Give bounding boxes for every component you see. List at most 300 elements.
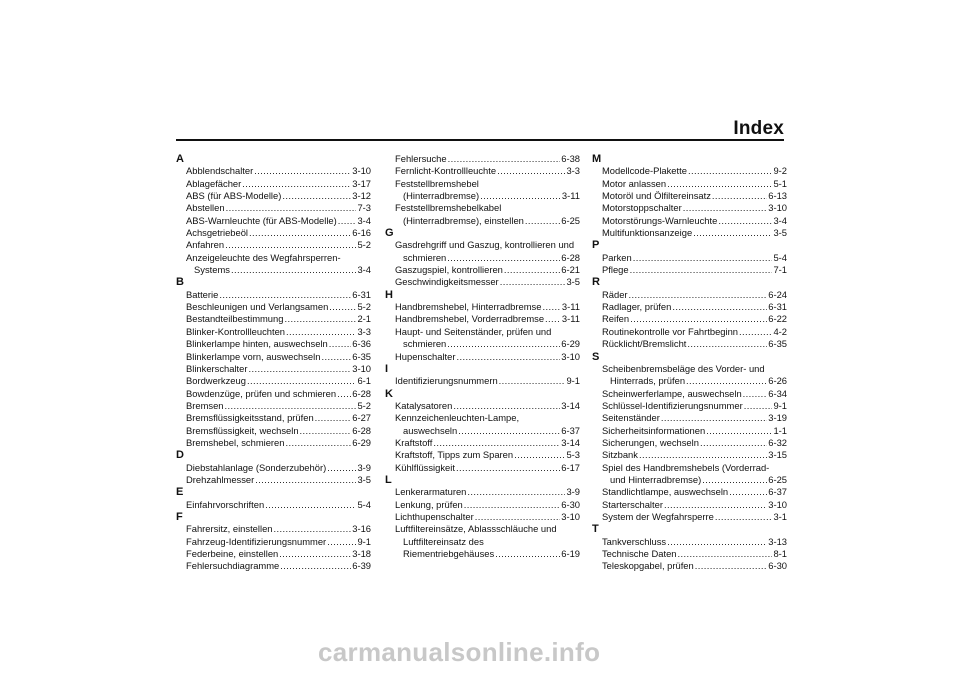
entry-text-continued: (Hinterradbremse), einstellen	[403, 214, 524, 226]
entry-text-continued: schmieren	[403, 338, 447, 350]
dot-leader	[504, 264, 560, 276]
page-ref[interactable]: 3-14	[561, 399, 580, 411]
entry-row	[186, 363, 371, 375]
entry-text: Seitenständer	[602, 412, 660, 424]
page-ref[interactable]: 3-5	[566, 276, 580, 288]
page-ref[interactable]: 6-13	[768, 190, 787, 202]
dot-leader	[706, 425, 772, 437]
dot-leader	[453, 400, 560, 412]
entry-text: Modellcode-Plakette	[602, 165, 687, 177]
entry-row	[602, 412, 787, 424]
entry-row	[186, 437, 371, 449]
dot-leader	[667, 178, 772, 190]
entry-text: Anzeigeleuchte des Wegfahrsperren-	[186, 251, 341, 263]
entry-text: Routinekontrolle vor Fahrtbeginn	[602, 325, 739, 337]
dot-leader	[327, 536, 356, 548]
dot-leader	[700, 437, 767, 449]
page-ref[interactable]: 3-1	[773, 510, 787, 522]
dot-leader	[274, 523, 352, 535]
entry-row	[186, 375, 371, 387]
entry-text: Scheibenbremsbeläge des Vorder- und	[602, 362, 765, 374]
entry-row	[602, 388, 787, 400]
page-ref[interactable]: 3-9	[566, 486, 580, 498]
index-entry	[592, 560, 787, 572]
entry-row	[395, 425, 580, 437]
entry-row	[395, 190, 580, 202]
entry-row	[602, 375, 787, 387]
entry-row	[395, 301, 580, 313]
page-ref[interactable]: 3-10	[352, 362, 371, 374]
page-ref[interactable]: 6-39	[352, 560, 371, 572]
entry-row	[395, 338, 580, 350]
dot-leader	[248, 363, 351, 375]
entry-row	[395, 486, 580, 498]
index-entry	[385, 400, 580, 412]
index-entry	[592, 400, 787, 412]
dot-leader	[542, 301, 560, 313]
entry-row	[186, 523, 371, 535]
dot-leader	[225, 400, 357, 412]
entry-text: Motoröl und Ölfiltereinsatz	[602, 190, 711, 202]
entry-row	[186, 388, 371, 400]
dot-leader	[715, 511, 773, 523]
entry-text-continued: Hinterrads, prüfen	[610, 375, 686, 387]
index-entry	[592, 338, 787, 350]
page-ref[interactable]: 6-36	[352, 338, 371, 350]
index-entry	[592, 536, 787, 548]
page-ref[interactable]: 6-1	[357, 375, 371, 387]
page-ref[interactable]: 7-3	[357, 202, 371, 214]
dot-leader	[242, 178, 351, 190]
index-entry	[176, 363, 371, 375]
entry-row	[186, 301, 371, 313]
page-ref[interactable]: 2-1	[357, 313, 371, 325]
index-entry	[385, 239, 580, 264]
page-ref[interactable]: 3-11	[561, 301, 580, 313]
page-ref[interactable]: 3-5	[773, 227, 787, 239]
entry-text: Fahrzeug-Identifizierungsnummer	[186, 535, 327, 547]
page-ref[interactable]: 6-31	[352, 288, 371, 300]
page-ref[interactable]: 3-4	[357, 214, 371, 226]
entry-row	[602, 338, 787, 350]
entry-text-continued: schmieren	[403, 251, 447, 263]
page-ref[interactable]: 6-28	[352, 387, 371, 399]
page-ref[interactable]: 6-31	[768, 301, 787, 313]
page-ref[interactable]: 3-3	[357, 325, 371, 337]
page-ref[interactable]: 6-21	[561, 264, 580, 276]
index-entry	[592, 165, 787, 177]
entry-text: Bremsflüssigkeitsstand, prüfen	[186, 412, 314, 424]
entry-text: Handbremshebel, Hinterradbremse	[395, 301, 542, 313]
entry-row	[602, 560, 787, 572]
entry-text: Abblendschalter	[186, 165, 254, 177]
entry-row	[186, 178, 371, 190]
index-entry	[592, 252, 787, 264]
index-entry	[385, 313, 580, 325]
dot-leader	[667, 536, 767, 548]
entry-text: Scheinwerferlampe, auswechseln	[602, 387, 742, 399]
entry-text: System der Wegfahrsperre	[602, 510, 714, 522]
page-ref[interactable]: 5-4	[773, 251, 787, 263]
entry-text-continued: (Hinterradbremse)	[403, 190, 480, 202]
page-ref[interactable]: 3-18	[352, 548, 371, 559]
entry-text: Feststellbremshebelkabel	[395, 202, 502, 214]
entry-row	[602, 511, 787, 523]
dot-leader	[286, 326, 356, 338]
page-ref[interactable]: 6-29	[352, 436, 371, 448]
page-ref[interactable]: 6-28	[352, 424, 371, 436]
dot-leader	[729, 486, 767, 498]
entry-text: Bremsflüssigkeit, wechseln	[186, 424, 299, 436]
entry-row	[602, 178, 787, 190]
page-ref[interactable]: 1-1	[773, 424, 787, 436]
dot-leader	[672, 301, 767, 313]
page-ref[interactable]: 9-1	[357, 535, 371, 547]
page-ref[interactable]: 6-25	[561, 214, 580, 226]
index-entry	[592, 412, 787, 424]
section-letter: P	[592, 239, 600, 252]
entry-text: Lichthupenschalter	[395, 510, 474, 522]
page-ref[interactable]: 3-14	[561, 436, 580, 448]
page-ref[interactable]: 6-34	[768, 387, 787, 399]
entry-row	[395, 165, 580, 177]
dot-leader	[739, 326, 772, 338]
page-ref[interactable]: 6-37	[561, 424, 580, 436]
section-letter: A	[176, 153, 184, 165]
entry-text: Hupenschalter	[395, 350, 456, 362]
section-letter: H	[385, 288, 393, 301]
index-entry	[592, 326, 787, 338]
page-ref[interactable]: 3-10	[561, 350, 580, 362]
entry-row	[186, 400, 371, 412]
entry-text: Fehlersuche	[395, 153, 447, 164]
dot-leader	[321, 351, 351, 363]
entry-row	[602, 190, 787, 202]
entry-row	[602, 301, 787, 313]
entry-text: Bremsen	[186, 399, 224, 411]
page-ref[interactable]: 5-2	[357, 399, 371, 411]
entry-text: Teleskopgabel, prüfen	[602, 560, 694, 572]
section-letter: B	[176, 276, 184, 289]
dot-leader	[497, 165, 565, 177]
entry-text: Batterie	[186, 288, 219, 300]
page-ref[interactable]: 8-1	[773, 548, 787, 559]
index-column-3	[592, 153, 787, 573]
index-entry	[592, 388, 787, 400]
entry-row	[602, 486, 787, 498]
page-ref[interactable]: 6-28	[561, 251, 580, 263]
dot-leader	[279, 548, 351, 560]
entry-text: Blinkerlampe vorn, auswechseln	[186, 350, 321, 362]
index-entry	[176, 536, 371, 548]
entry-row	[602, 437, 787, 449]
page-ref[interactable]: 7-1	[773, 264, 787, 276]
page-ref[interactable]: 5-2	[357, 301, 371, 313]
page-ref[interactable]: 3-4	[773, 214, 787, 226]
index-entry	[176, 301, 371, 313]
dot-leader	[695, 560, 768, 572]
dot-leader	[475, 511, 561, 523]
dot-leader	[683, 202, 768, 214]
index-entry	[176, 400, 371, 412]
page-ref[interactable]: 3-13	[768, 535, 787, 547]
dot-leader	[712, 190, 767, 202]
page-ref[interactable]: 5-1	[773, 177, 787, 189]
dot-leader	[329, 301, 356, 313]
entry-row	[602, 449, 787, 461]
entry-text: Standlichtlampe, auswechseln	[602, 486, 729, 498]
entry-text: Geschwindigkeitsmesser	[395, 276, 499, 288]
dot-leader	[284, 313, 356, 325]
page-ref[interactable]: 3-11	[561, 313, 580, 325]
entry-row	[395, 449, 580, 461]
index-entry	[592, 548, 787, 560]
dot-leader	[315, 412, 352, 424]
entry-row	[395, 252, 580, 264]
index-entry	[176, 474, 371, 486]
entry-row	[186, 412, 371, 424]
dot-leader	[448, 153, 561, 165]
dot-leader	[456, 462, 560, 474]
index-entry	[176, 560, 371, 572]
dot-leader	[231, 264, 356, 276]
entry-row	[395, 437, 580, 449]
entry-row	[186, 202, 371, 214]
entry-row	[602, 289, 787, 301]
index-entry	[176, 351, 371, 363]
index-entry	[592, 289, 787, 301]
page-ref[interactable]: 3-3	[566, 165, 580, 177]
page-ref[interactable]: 6-29	[561, 338, 580, 350]
dot-leader	[495, 548, 560, 560]
dot-leader	[280, 560, 351, 572]
entry-row	[186, 499, 371, 511]
entry-row	[395, 375, 580, 387]
page-ref[interactable]: 6-37	[768, 486, 787, 498]
index-entry	[176, 239, 371, 251]
entry-text: Gaszugspiel, kontrollieren	[395, 264, 503, 276]
page-ref[interactable]: 6-25	[768, 473, 787, 485]
entry-row	[186, 536, 371, 548]
index-entry	[176, 190, 371, 202]
page-ref[interactable]: 5-2	[357, 239, 371, 251]
page-ref[interactable]: 9-1	[773, 399, 787, 411]
page-title: Index	[733, 118, 784, 139]
index-entry	[385, 437, 580, 449]
index-entry	[176, 523, 371, 535]
entry-text: Lenkerarmaturen	[395, 486, 467, 498]
entry-row	[602, 252, 787, 264]
entry-text: Diebstahlanlage (Sonderzubehör)	[186, 461, 327, 473]
page-ref[interactable]: 3-16	[352, 523, 371, 535]
entry-text: Spiel des Handbremshebels (Vorderrad-	[602, 461, 770, 473]
page-ref[interactable]: 3-5	[357, 473, 371, 485]
dot-leader	[447, 338, 560, 350]
entry-row	[186, 326, 371, 338]
entry-row	[186, 289, 371, 301]
section-letter: M	[592, 153, 602, 165]
entry-text-continued: Riementriebgehäuses	[403, 548, 495, 559]
page-ref[interactable]: 5-4	[357, 498, 371, 510]
index-entry	[176, 548, 371, 560]
entry-text: ABS-Warnleuchte (für ABS-Modelle)	[186, 214, 337, 226]
index-entry	[592, 301, 787, 313]
index-entry	[176, 462, 371, 474]
entry-text: Motorstörungs-Warnleuchte	[602, 214, 718, 226]
entry-row	[186, 425, 371, 437]
dot-leader	[629, 289, 768, 301]
entry-text: Fehlersuchdiagramme	[186, 560, 280, 572]
entry-text: Reifen	[602, 313, 630, 325]
dot-leader	[545, 313, 561, 325]
entry-row	[602, 264, 787, 276]
entry-text: Sicherheitsinformationen	[602, 424, 706, 436]
page-ref[interactable]: 6-38	[561, 153, 580, 164]
index-entry	[592, 215, 787, 227]
page-ref[interactable]: 6-35	[768, 338, 787, 350]
dot-leader	[688, 165, 772, 177]
entry-text: Katalysatoren	[395, 399, 453, 411]
dot-leader	[300, 425, 352, 437]
section-letter: S	[592, 350, 600, 363]
entry-text: Radlager, prüfen	[602, 301, 672, 313]
page-ref[interactable]: 3-17	[352, 177, 371, 189]
index-entry	[385, 326, 580, 351]
entry-text: Gasdrehgriff und Gaszug, kontrollieren und	[395, 239, 575, 251]
index-entry	[176, 388, 371, 400]
entry-row	[602, 215, 787, 227]
entry-text: Motorstoppschalter	[602, 202, 682, 214]
entry-row	[602, 202, 787, 214]
page-ref[interactable]: 3-15	[768, 449, 787, 461]
index-entry	[385, 264, 580, 276]
index-entry	[385, 499, 580, 511]
index-entry	[176, 215, 371, 227]
page-ref[interactable]: 6-26	[768, 375, 787, 387]
index-entry	[385, 449, 580, 461]
entry-row	[602, 165, 787, 177]
entry-row	[186, 560, 371, 572]
index-entry	[592, 486, 787, 498]
index-entry	[176, 227, 371, 239]
entry-row	[395, 511, 580, 523]
entry-text: Sicherungen, wechseln	[602, 436, 699, 448]
entry-text: Luftfiltereinsätze, Ablassschläuche und	[395, 523, 557, 535]
dot-leader	[686, 375, 767, 387]
entry-text: Räder	[602, 288, 628, 300]
page-ref[interactable]: 3-19	[768, 412, 787, 424]
entry-row	[602, 425, 787, 437]
entry-text: Abstellen	[186, 202, 225, 214]
entry-row	[395, 276, 580, 288]
entry-text: Multifunktionsanzeige	[602, 227, 693, 239]
entry-text-continued: Systems	[194, 264, 230, 276]
index-entry	[385, 412, 580, 437]
page-ref[interactable]: 3-9	[357, 461, 371, 473]
dot-leader	[693, 227, 772, 239]
page-ref[interactable]: 6-30	[561, 498, 580, 510]
title-rule	[176, 139, 784, 141]
index-entry	[385, 523, 580, 560]
dot-leader	[265, 499, 356, 511]
index-entry	[385, 511, 580, 523]
page-ref[interactable]: 6-27	[352, 412, 371, 424]
index-entry	[592, 264, 787, 276]
index-entry	[176, 338, 371, 350]
page-ref[interactable]: 5-3	[566, 449, 580, 461]
section-letter: T	[592, 523, 599, 536]
page-ref[interactable]: 6-30	[768, 560, 787, 572]
entry-text: Kraftstoff	[395, 436, 433, 448]
dot-leader	[525, 215, 560, 227]
entry-text: Ablagefächer	[186, 177, 242, 189]
dot-leader	[500, 276, 566, 288]
index-column-2	[385, 153, 580, 560]
dot-leader	[514, 449, 565, 461]
entry-row	[395, 548, 580, 560]
page-ref[interactable]: 3-10	[768, 498, 787, 510]
section-letter: D	[176, 449, 184, 462]
page-ref[interactable]: 4-2	[773, 325, 787, 337]
page-ref[interactable]: 6-22	[768, 313, 787, 325]
entry-row	[395, 153, 580, 165]
section-letter: K	[385, 387, 393, 400]
page-ref[interactable]: 6-24	[768, 288, 787, 300]
entry-text: Einfahrvorschriften	[186, 498, 265, 510]
index-entry	[385, 153, 580, 165]
page-ref[interactable]: 3-12	[352, 190, 371, 202]
dot-leader	[630, 313, 767, 325]
dot-leader	[499, 375, 566, 387]
entry-text: Starterschalter	[602, 498, 663, 510]
page-ref[interactable]: 6-16	[352, 227, 371, 239]
page-ref[interactable]: 3-10	[768, 202, 787, 214]
page-ref[interactable]: 6-35	[352, 350, 371, 362]
entry-row	[602, 499, 787, 511]
page-ref[interactable]: 6-19	[561, 548, 580, 559]
dot-leader	[254, 165, 351, 177]
page-ref[interactable]: 3-10	[352, 165, 371, 177]
page-ref[interactable]: 6-32	[768, 436, 787, 448]
dot-leader	[661, 412, 767, 424]
dot-leader	[447, 252, 560, 264]
entry-text: Fahrersitz, einstellen	[186, 523, 273, 535]
dot-leader	[664, 499, 767, 511]
dot-leader	[337, 388, 351, 400]
page-ref[interactable]: 6-17	[561, 461, 580, 473]
index-entry	[592, 437, 787, 449]
dot-leader	[327, 462, 356, 474]
dot-leader	[639, 449, 767, 461]
page-ref[interactable]: 3-11	[561, 190, 580, 202]
page-ref[interactable]: 9-1	[566, 375, 580, 387]
watermark: carmanualsonline.info	[318, 637, 601, 667]
index-entry	[592, 363, 787, 388]
page-ref[interactable]: 9-2	[773, 165, 787, 177]
entry-text: Fernlicht-Kontrollleuchte	[395, 165, 497, 177]
page-ref[interactable]: 3-4	[357, 264, 371, 276]
dot-leader	[743, 388, 768, 400]
entry-row	[186, 264, 371, 276]
page-ref[interactable]: 3-10	[561, 510, 580, 522]
index-entry	[385, 165, 580, 177]
dot-leader	[433, 437, 560, 449]
entry-text: Anfahren	[186, 239, 225, 251]
dot-leader	[282, 190, 351, 202]
entry-row	[602, 227, 787, 239]
index-entry	[176, 412, 371, 424]
entry-text: Schlüssel-Identifizierungsnummer	[602, 399, 743, 411]
